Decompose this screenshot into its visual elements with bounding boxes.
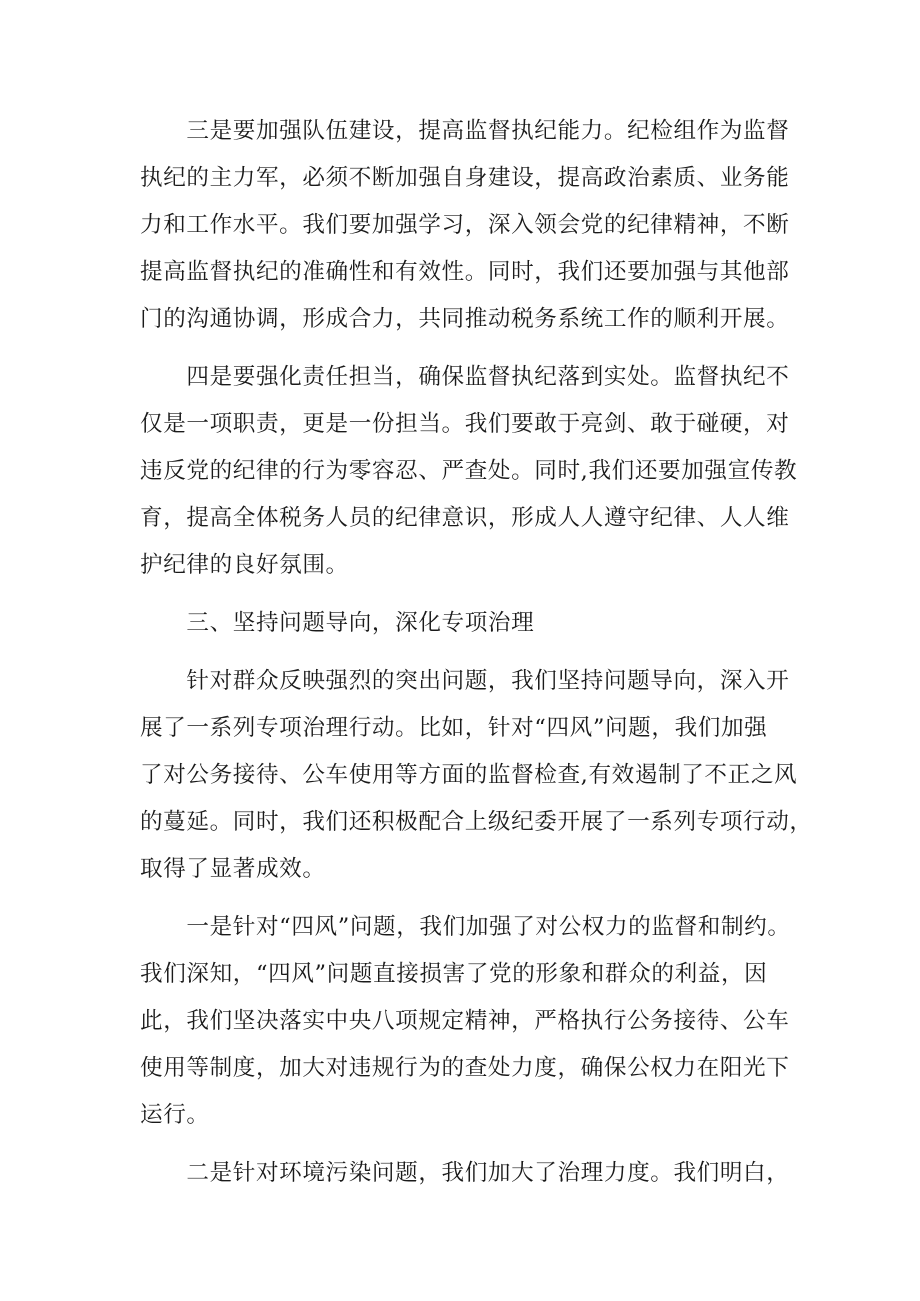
text-line: 此，我们坚决落实中央八项规定精神，严格执行公务接待、公车 — [140, 1008, 790, 1034]
text-line: 针对群众反映强烈的突出问题，我们坚持问题导向，深入开 — [140, 668, 790, 694]
paragraph-team-building — [140, 108, 800, 343]
document-body — [140, 108, 813, 1197]
text-line: 护纪律的良好氛围。 — [140, 552, 349, 578]
text-line: 违反党的纪律的行为零容忍、严查处。同时,我们还要加强宣传教 — [140, 458, 798, 484]
text-line: 二是针对环境污染问题，我们加大了治理力度。我们明白， — [140, 1160, 790, 1186]
text-line: 一是针对“四风”问题，我们加强了对公权力的监督和制约。 — [140, 914, 791, 940]
paragraph-pollution — [140, 1150, 800, 1197]
text-line: 运行。 — [140, 1102, 210, 1128]
text-line: 力和工作水平。我们要加强学习，深入领会党的纪律精神，不断 — [140, 212, 790, 238]
paragraph-responsibility — [140, 354, 800, 589]
text-line: 取得了显著成效。 — [140, 856, 326, 882]
text-line: 了对公务接待、公车使用等方面的监督检查,有效遏制了不正之风 — [140, 762, 798, 788]
text-line: 育，提高全体税务人员的纪律意识，形成人人遵守纪律、人人维 — [140, 505, 790, 531]
text-line: 仅是一项职责，更是一份担当。我们要敢于亮剑、敢于碰硬，对 — [140, 411, 790, 437]
section-heading — [140, 600, 800, 647]
text-line: 展了一系列专项治理行动。比如，针对“四风”问题，我们加强 — [140, 715, 768, 741]
paragraph-special-governance — [140, 658, 813, 893]
text-line: 三是要加强队伍建设，提高监督执纪能力。纪检组作为监督 — [140, 118, 790, 144]
text-line: 门的沟通协调，形成合力，共同推动税务系统工作的顺利开展。 — [140, 306, 790, 332]
text-line: 使用等制度，加大对违规行为的查处力度，确保公权力在阳光下 — [140, 1055, 790, 1081]
heading-line: 三、坚持问题导向，深化专项治理 — [140, 610, 535, 636]
text-line: 提高监督执纪的准确性和有效性。同时，我们还要加强与其他部 — [140, 259, 790, 285]
text-line: 的蔓延。同时，我们还积极配合上级纪委开展了一系列专项行动， — [140, 809, 813, 835]
paragraph-four-winds — [140, 904, 800, 1139]
text-line: 四是要强化责任担当，确保监督执纪落到实处。监督执纪不 — [140, 364, 790, 390]
text-line: 执纪的主力军，必须不断加强自身建设，提高政治素质、业务能 — [140, 165, 790, 191]
text-line: 我们深知，“四风”问题直接损害了党的形象和群众的利益，因 — [140, 961, 768, 987]
